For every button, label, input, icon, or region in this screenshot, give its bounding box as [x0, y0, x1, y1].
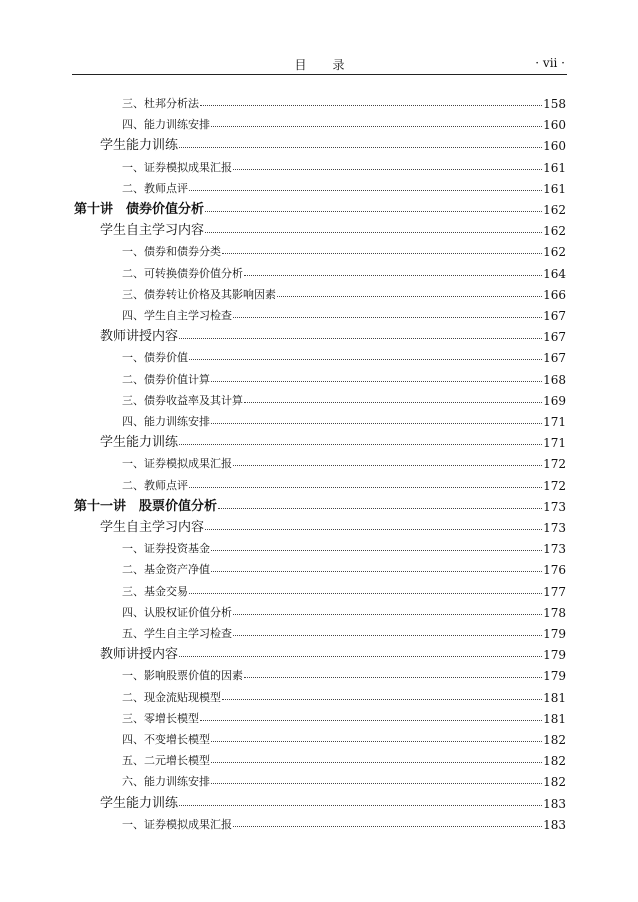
toc-entry-label: 五、学生自主学习检查	[122, 627, 232, 640]
toc-entry-page-number: 179	[543, 627, 566, 641]
dot-leader	[189, 487, 542, 488]
toc-entry-label: 教师讲授内容	[100, 329, 179, 345]
toc-entry-label: 第十讲 债券价值分析	[74, 202, 205, 217]
toc-entry-page-number: 171	[543, 436, 566, 451]
toc-entry-page-number: 183	[543, 817, 566, 832]
toc-entry-35	[122, 812, 566, 832]
toc-entry-page-number: 167	[543, 330, 566, 345]
toc-entry-page-number: 162	[543, 245, 566, 260]
toc-entry-page-number: 172	[543, 478, 566, 493]
header-title: 目录	[294, 58, 371, 72]
toc-entry-23	[122, 557, 566, 577]
toc-entry-17	[100, 430, 566, 450]
toc-entry-label: 三、债券收益率及其计算	[122, 393, 243, 407]
toc-entry-page-number: 181	[543, 711, 566, 726]
dot-leader	[233, 317, 542, 318]
toc-entry-label: 二、教师点评	[122, 478, 188, 492]
toc-entry-24	[122, 579, 566, 599]
dot-leader	[218, 508, 542, 509]
toc-entry-32	[122, 748, 566, 768]
toc-entry-page-number: 161	[543, 181, 566, 196]
toc-entry-27	[100, 642, 566, 662]
toc-entry-page-number: 181	[543, 690, 566, 705]
toc-entry-label: 四、认股权证价值分析	[122, 605, 232, 619]
toc-entry-page-number: 162	[543, 224, 566, 239]
toc-entry-9	[122, 261, 566, 281]
toc-entry-label: 二、可转换债券价值分析	[122, 266, 243, 280]
toc-entry-label: 二、债券价值计算	[122, 372, 210, 386]
dot-leader	[211, 126, 542, 127]
toc-entry-4	[122, 155, 566, 175]
dot-leader	[244, 275, 542, 276]
dot-leader	[211, 741, 542, 742]
toc-entry-page-number: 158	[543, 97, 566, 111]
toc-entry-label: 六、能力训练安排	[122, 775, 210, 789]
toc-entry-label: 二、教师点评	[122, 181, 188, 195]
toc-entry-10	[122, 282, 566, 302]
toc-entry-label: 四、学生自主学习检查	[122, 309, 232, 322]
toc-entry-6	[74, 197, 566, 217]
toc-entry-21	[100, 515, 566, 535]
toc-entry-18	[122, 451, 566, 471]
toc-entry-12	[100, 324, 566, 344]
toc-entry-5	[122, 176, 566, 196]
toc-entry-16	[122, 409, 566, 429]
dot-leader	[233, 465, 542, 466]
toc-entry-label: 三、零增长模型	[122, 711, 199, 725]
toc-entry-label: 一、证券模拟成果汇报	[122, 817, 232, 831]
toc-entry-26	[122, 621, 566, 641]
dot-leader	[205, 211, 542, 212]
dot-leader	[211, 550, 542, 551]
toc-entry-label: 四、能力训练安排	[122, 415, 210, 428]
toc-entry-page-number: 182	[543, 754, 566, 769]
dot-leader	[233, 826, 542, 827]
toc-entry-page-number: 160	[543, 139, 566, 154]
toc-entry-page-number: 173	[543, 499, 566, 514]
dot-leader	[211, 423, 542, 424]
toc-entry-31	[122, 727, 566, 747]
toc-entry-label: 学生能力训练	[100, 138, 179, 154]
running-header	[72, 52, 567, 75]
toc-entry-label: 学生能力训练	[100, 795, 179, 811]
toc-entry-label: 五、二元增长模型	[122, 754, 210, 768]
toc-entry-label: 一、债券价值	[122, 351, 188, 365]
dot-leader	[205, 232, 542, 233]
dot-leader	[244, 677, 542, 678]
dot-leader	[200, 105, 542, 106]
toc-entry-page-number: 164	[543, 266, 566, 281]
toc-entry-28	[122, 663, 566, 683]
toc-entry-page-number: 183	[543, 796, 566, 811]
toc-entry-label: 三、杜邦分析法	[122, 97, 199, 110]
dot-leader	[179, 656, 542, 657]
toc-entry-page-number: 168	[543, 372, 566, 387]
toc-entry-page-number: 179	[543, 648, 566, 663]
toc-entry-label: 三、基金交易	[122, 584, 188, 598]
toc-entry-page-number: 167	[543, 351, 566, 366]
toc-entry-22	[122, 536, 566, 556]
toc-entry-7	[100, 218, 566, 238]
toc-entry-3	[100, 133, 566, 153]
toc-entry-33	[122, 769, 566, 789]
toc-entry-1	[122, 91, 566, 111]
toc-entry-label: 二、基金资产净值	[122, 563, 210, 577]
dot-leader	[189, 359, 542, 360]
toc-entry-label: 四、能力训练安排	[122, 118, 210, 132]
dot-leader	[179, 805, 542, 806]
dot-leader	[211, 381, 542, 382]
toc-entry-label: 学生能力训练	[100, 435, 179, 451]
dot-leader	[179, 147, 542, 148]
toc-entry-label: 教师讲授内容	[100, 647, 179, 663]
dot-leader	[200, 720, 542, 721]
dot-leader	[189, 593, 542, 594]
dot-leader	[211, 571, 542, 572]
toc-entry-20	[74, 494, 566, 514]
toc-entry-2	[122, 112, 566, 132]
toc-entry-page-number: 172	[543, 457, 566, 472]
toc-entry-label: 第十一讲 股票价值分析	[74, 498, 218, 514]
toc-entry-page-number: 167	[543, 309, 566, 323]
toc-entry-page-number: 178	[543, 605, 566, 620]
toc-entry-30	[122, 706, 566, 726]
toc-entry-label: 学生自主学习内容	[100, 520, 205, 535]
dot-leader	[233, 169, 542, 170]
toc-entry-label: 一、证券投资基金	[122, 542, 210, 556]
toc-entry-15	[122, 388, 566, 408]
toc-entry-8	[122, 239, 566, 259]
toc-entry-label: 一、证券模拟成果汇报	[122, 160, 232, 174]
dot-leader	[233, 635, 542, 636]
toc-entry-label: 一、债券和债券分类	[122, 245, 221, 259]
toc-entry-34	[100, 791, 566, 811]
toc-entry-label: 二、现金流贴现模型	[122, 690, 221, 704]
toc-entry-page-number: 177	[543, 584, 566, 599]
dot-leader	[233, 614, 542, 615]
dot-leader	[189, 190, 542, 191]
dot-leader	[179, 338, 542, 339]
toc-entry-page-number: 176	[543, 563, 566, 578]
toc-entry-page-number: 182	[543, 733, 566, 747]
dot-leader	[277, 296, 542, 297]
toc-entry-page-number: 160	[543, 118, 566, 133]
toc-entry-29	[122, 685, 566, 705]
dot-leader	[222, 253, 542, 254]
toc-entry-page-number: 182	[543, 775, 566, 790]
toc-entry-page-number: 166	[543, 287, 566, 302]
toc-entry-page-number: 173	[543, 542, 566, 557]
toc-entry-14	[122, 367, 566, 387]
dot-leader	[211, 762, 542, 763]
dot-leader	[205, 529, 542, 530]
toc-entry-25	[122, 600, 566, 620]
dot-leader	[222, 699, 542, 700]
toc-entry-label: 学生自主学习内容	[100, 223, 205, 239]
toc-entry-19	[122, 473, 566, 493]
toc-entry-page-number: 179	[543, 669, 566, 684]
toc-entry-11	[122, 303, 566, 323]
dot-leader	[179, 444, 542, 445]
toc-entry-label: 三、债券转让价格及其影响因素	[122, 287, 276, 301]
toc-entry-label: 一、证券模拟成果汇报	[122, 457, 232, 471]
dot-leader	[211, 783, 542, 784]
toc-entry-label: 四、不变增长模型	[122, 733, 210, 746]
toc-entry-page-number: 161	[543, 160, 566, 175]
header-page-number: · vii ·	[535, 56, 565, 70]
dot-leader	[244, 402, 542, 403]
toc-entry-label: 一、影响股票价值的因素	[122, 669, 243, 683]
toc-entry-13	[122, 345, 566, 365]
toc-entry-page-number: 169	[543, 393, 566, 408]
toc-entry-page-number: 173	[543, 521, 566, 535]
toc-entry-page-number: 162	[543, 203, 566, 217]
toc-entry-page-number: 171	[543, 415, 566, 429]
